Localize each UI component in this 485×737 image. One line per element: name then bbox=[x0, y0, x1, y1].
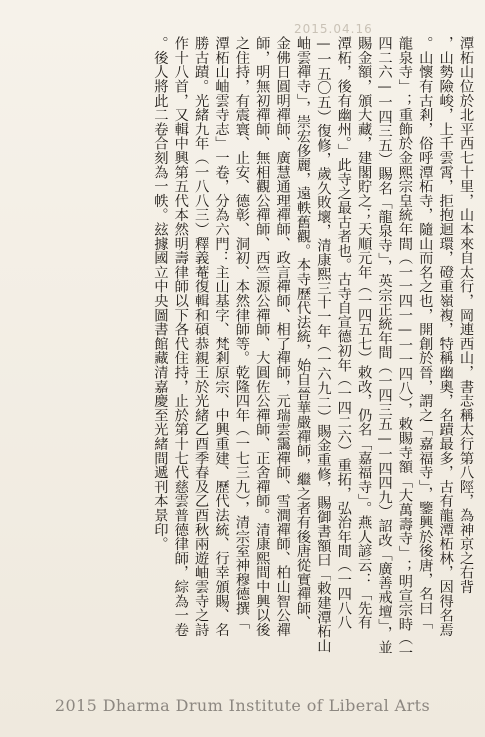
text-column: 師，明無初禪師、無相觀公禪師、西竺源公禪師、大圓佐公禪師、正舍禪師。清康熙間中興以後 bbox=[254, 36, 271, 637]
text-column: 龍泉寺」；重飾於金熙宗皇統年間（一一四一—一一四八），敕賜寺額「大萬壽寺」；明宣宗時（一 bbox=[396, 36, 413, 660]
watermark-date: 2015.04.16 bbox=[294, 22, 373, 36]
footer-credit: 2015 Dharma Drum Institute of Liberal Arts bbox=[54, 696, 431, 715]
text-column: 潭柘山岫雲寺志」一卷，分為六門：主山基字、梵剎原宗、中興重建、歷代法統、行幸頒賜、名 bbox=[213, 36, 230, 637]
text-column: 。山懷有古剎，俗呼潭柘寺，隨山而名之也，開創於晉，謂之「嘉福寺」，鑒興於後唐，名曰「 bbox=[417, 36, 434, 630]
text-column: ，山勢險峻，上千雲霄，拒抱迴環，磴重嶺複，特稱幽奧，名蹟最多，古有龍潭柘林，因得名焉 bbox=[437, 36, 454, 637]
text-column: 金佛日圓明禪師、廣慧通理禪師、政言禪師、相了禪師，元瑞雲靄禪師、雪澗禪師、柏山智公禪 bbox=[274, 36, 291, 637]
vertical-text-block bbox=[30, 36, 474, 678]
text-column: 之住持，有震寰、止安、德彰、洞初、本然律師等。乾隆四年（一七三九），清宗室神穆德撰「 bbox=[233, 36, 250, 630]
text-column: 潭柘山位於北平西七十里，山本來自太行，岡連西山，書志稱太行第八陘，為神京之右背 bbox=[458, 36, 474, 594]
text-column: 四二六—一四三五）賜名「龍泉寺」，英宗正統年間（一四三五—一四四九）詔改「廣善戒壇」，並 bbox=[376, 36, 393, 655]
text-column: 岫雲禪寺」，崇宏侈麗，遠軼舊觀。本寺歷代法統，始自晉華嚴禪師，繼之者有後唐從實禪師、 bbox=[295, 36, 311, 630]
text-column: —一五〇五）復修，歲久敗壞，清康熙三十一年（一六九二）賜金重修，賜御書額曰「敕建潭柘山 bbox=[315, 36, 332, 653]
text-column: 潭柘，後有幽州。」此寺之最古者也。古寺自宣德初年（一四二六）重拓，弘治年間（一四八八 bbox=[335, 36, 352, 630]
text-column: 賜金額，頒大藏，建閣貯之；天順元年（一四五七）敕改，仍名「嘉福寺」。燕人諺云：「先有 bbox=[356, 36, 373, 630]
text-column: 。後人將此二卷合刻為一帙。玆據國立中央圖書館藏清嘉慶至光緒間遞刊本景印。 bbox=[152, 36, 169, 551]
text-column: 勝古蹟。光緒九年（一八八三）釋義菴復輯和碩恭親王於光緒乙酉季春及乙酉秋兩遊岫雲寺之詩 bbox=[193, 36, 210, 637]
text-column: 作十八首，又輯中興第五代本然明壽律師以下各代住持，止於第十七代慈雲普德律師，綜為一卷 bbox=[172, 36, 189, 637]
